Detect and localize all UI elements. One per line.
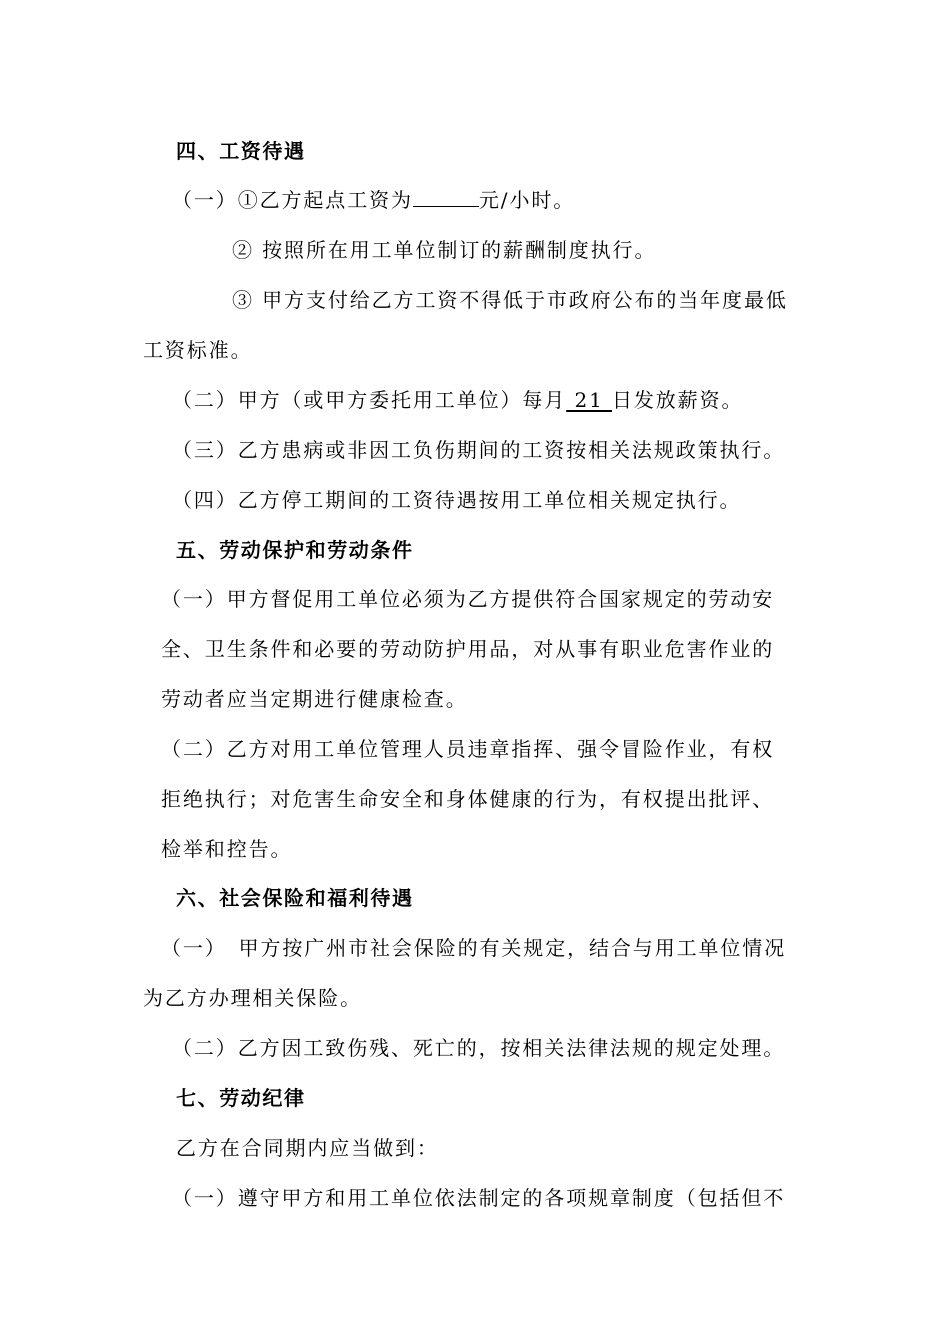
wages-item-1c-line1: ③ 甲方支付给乙方工资不得低于市政府公布的当年度最低: [232, 288, 788, 312]
wages-item-1a-prefix: （一）①乙方起点工资为: [172, 188, 413, 212]
wages-item-1a: [172, 186, 575, 214]
insurance-item-1-line2: 为乙方办理相关保险。: [143, 986, 362, 1010]
section-heading-protection: 五、劳动保护和劳动条件: [176, 538, 414, 562]
pay-day-value: 21: [566, 388, 612, 412]
protection-item-1-line3: 劳动者应当定期进行健康检查。: [161, 687, 468, 711]
wages-item-1c-line2: 工资标准。: [143, 338, 253, 362]
wages-item-2-suffix: 日发放薪资。: [611, 388, 744, 412]
wages-item-4: （四）乙方停工期间的工资待遇按用工单位相关规定执行。: [172, 488, 742, 512]
protection-item-1-line2: 全、卫生条件和必要的劳动防护用品，对从事有职业危害作业的: [161, 637, 775, 661]
wages-item-2: [172, 386, 743, 414]
discipline-intro: 乙方在合同期内应当做到：: [176, 1136, 439, 1160]
protection-item-2-line2: 拒绝执行；对危害生命安全和身体健康的行为，有权提出批评、: [161, 787, 775, 811]
insurance-item-2: （二）乙方因工致伤残、死亡的，按相关法律法规的规定处理。: [172, 1036, 786, 1060]
protection-item-2-line1: （二）乙方对用工单位管理人员违章指挥、强令冒险作业，有权: [161, 737, 775, 761]
protection-item-1-line1: （一）甲方督促用工单位必须为乙方提供符合国家规定的劳动安: [161, 587, 775, 611]
wage-amount-blank: [413, 186, 479, 207]
insurance-item-1-line1: （一） 甲方按广州市社会保险的有关规定，结合与用工单位情况: [161, 936, 787, 960]
wages-item-3: （三）乙方患病或非因工负伤期间的工资按相关法规政策执行。: [172, 438, 786, 462]
discipline-item-1-line1: （一）遵守甲方和用工单位依法制定的各项规章制度（包括但不: [172, 1186, 786, 1210]
protection-item-2-line3: 检举和控告。: [161, 837, 293, 861]
wages-item-1b: ② 按照所在用工单位制订的薪酬制度执行。: [232, 238, 657, 262]
wages-item-2-prefix: （二）甲方（或甲方委托用工单位）每月: [172, 388, 567, 412]
section-heading-insurance: 六、社会保险和福利待遇: [176, 886, 414, 910]
section-heading-discipline: 七、劳动纪律: [176, 1086, 306, 1110]
wages-item-1a-suffix: 元/小时。: [478, 188, 576, 212]
section-heading-wages: 四、工资待遇: [176, 139, 306, 163]
